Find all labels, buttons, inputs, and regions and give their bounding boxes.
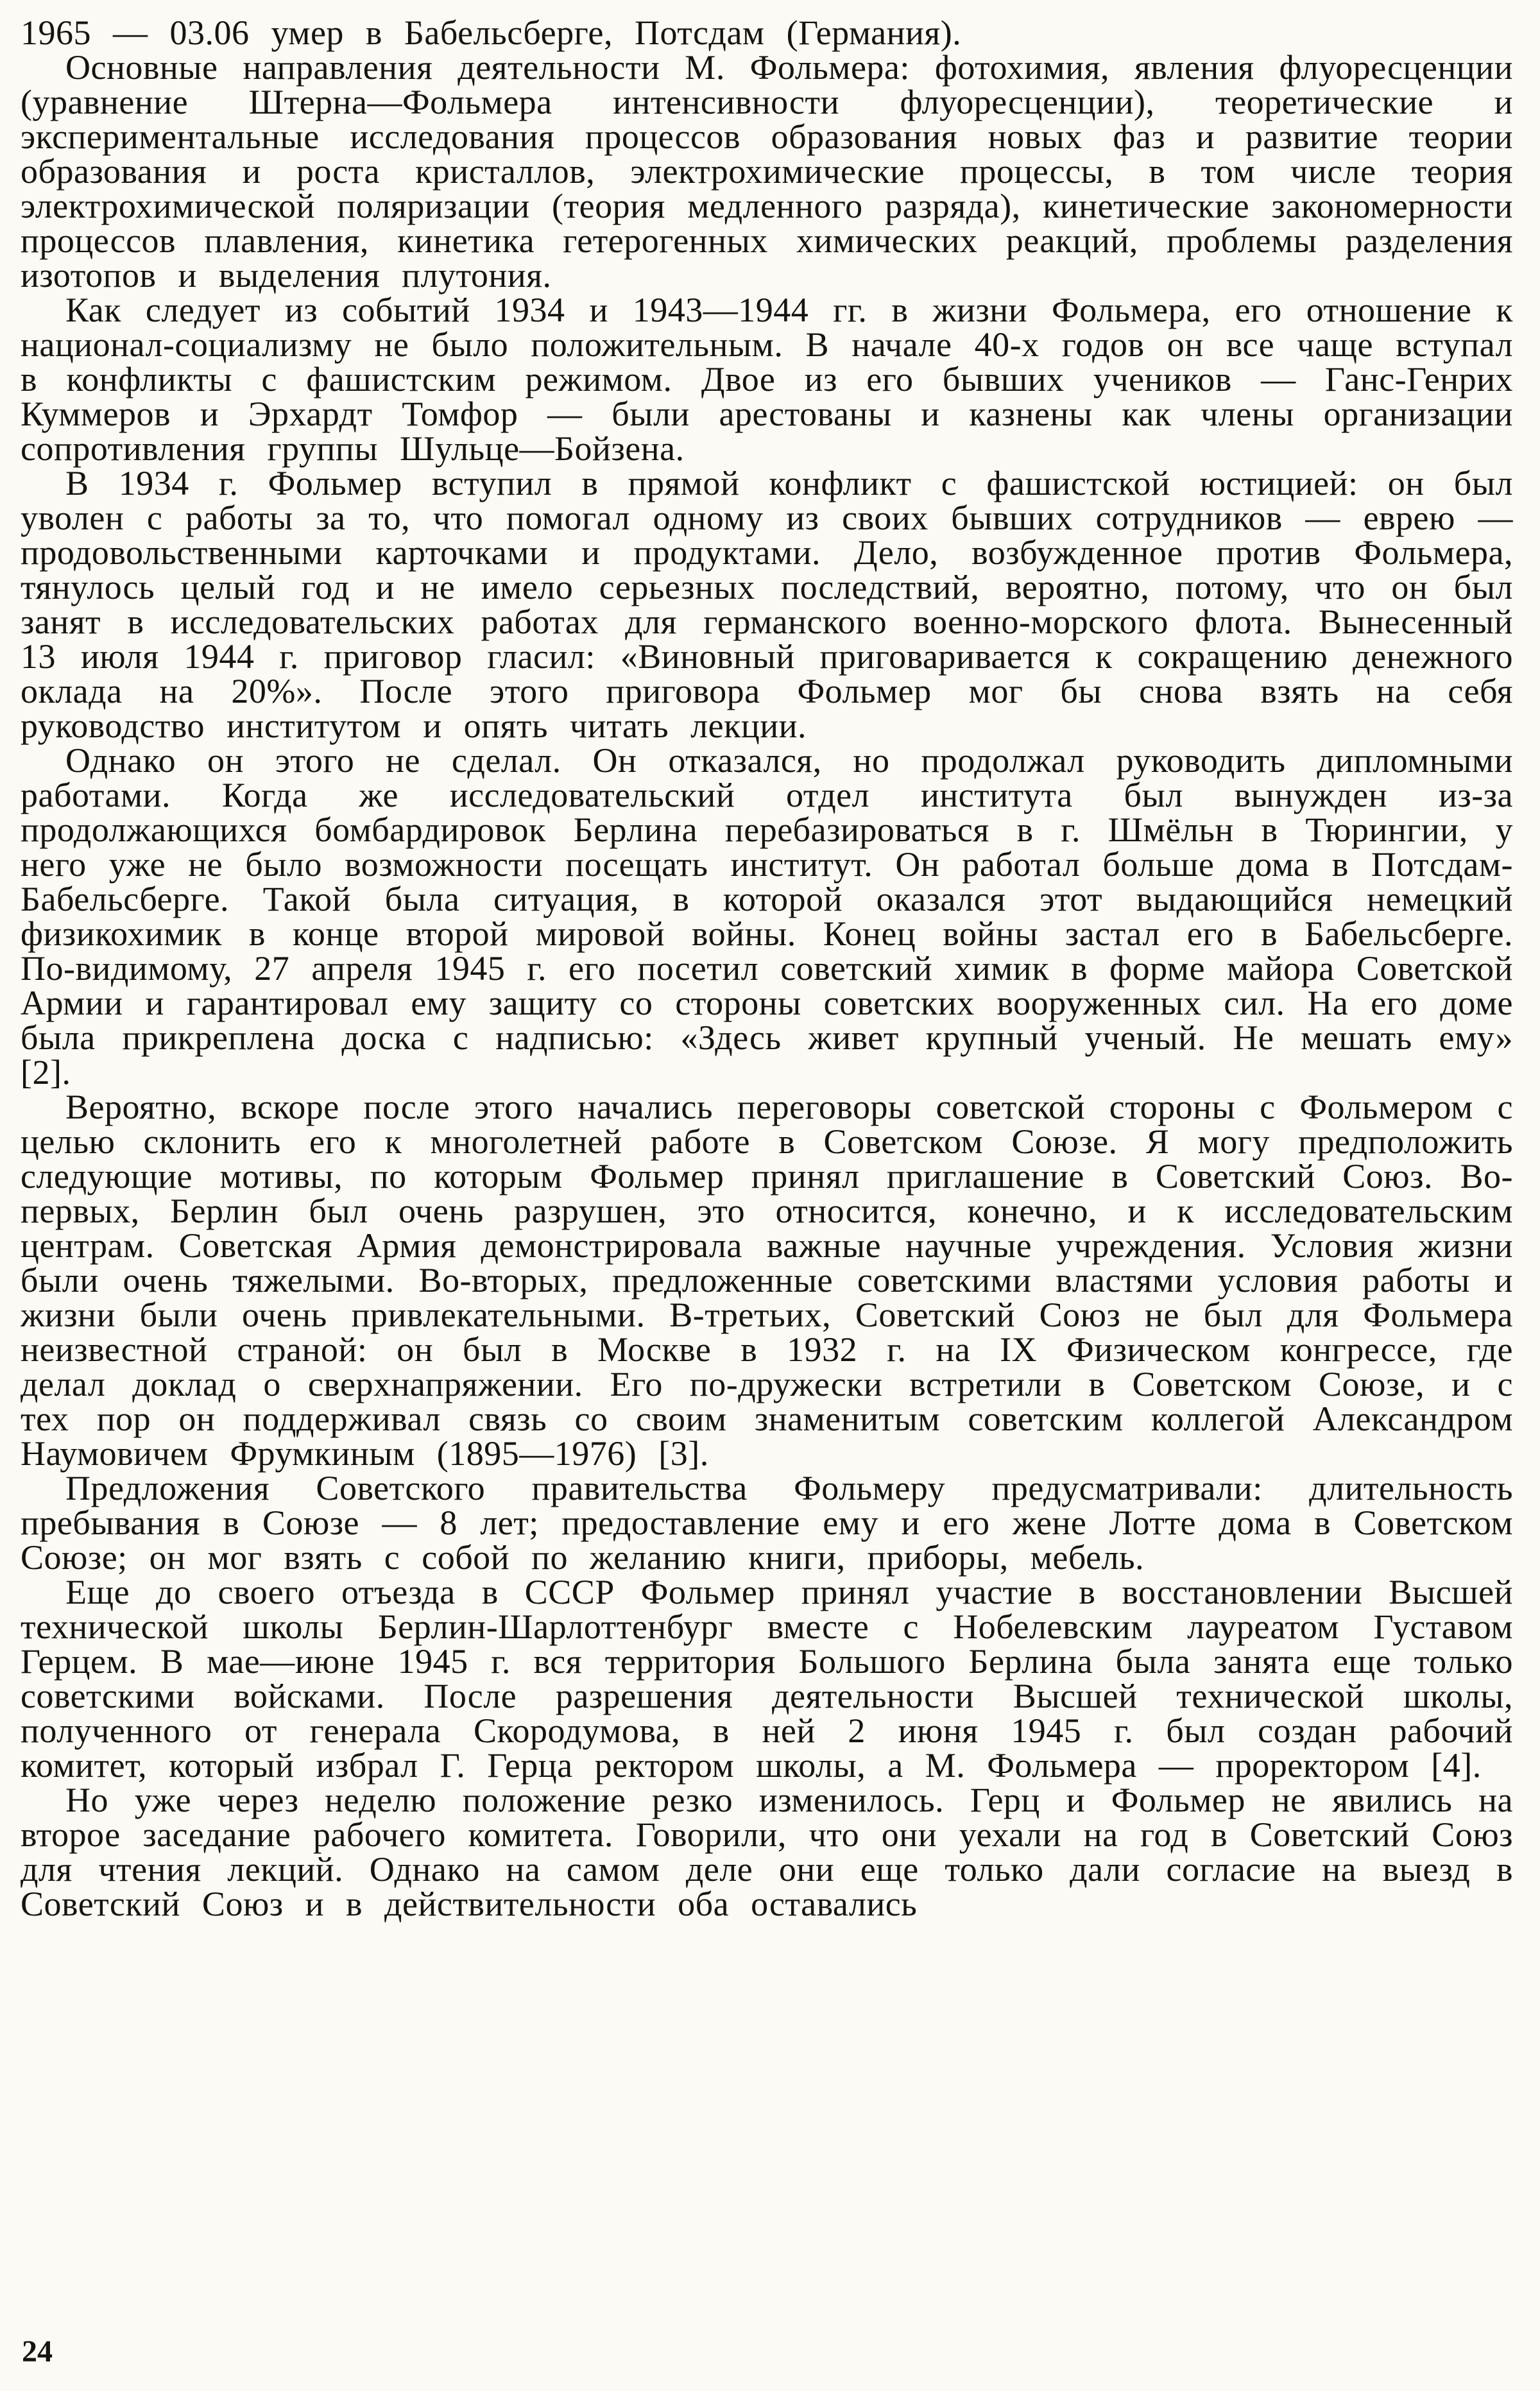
page-number: 24 (22, 2335, 53, 2369)
paragraph: Основные направления деятельности М. Фольмера: фотохимия, явления флуоресценции (уравнение Штерна—Фольмера интенсивности флуоресценции), теоретические и экспериментальные исследования процессов образования новых фаз и развитие теории образования и роста кристаллов, электрохимические процессы, в том числе теория электрохимической поляризации (теория медленного разряда), кинетические закономерности процессов плавления, кинетика гетерогенных химических реакций, проблемы разделения изотопов и выделения плутония. (21, 48, 1513, 295)
paragraph: Как следует из событий 1934 и 1943—1944 гг. в жизни Фольмера, его отношение к национал-социализму не было положительным. В начале 40-х годов он все чаще вступал в конфликты с фашистским режимом. Двое из его бывших учеников — Ганс-Генрих Куммеров и Эрхардт Томфор — были арестованы и казнены как члены организации сопротивления группы Шульце—Бойзена. (21, 291, 1513, 468)
paragraph: Еще до своего отъезда в СССР Фольмер принял участие в восстановлении Высшей технической школы Берлин-Шарлоттенбург вместе с Нобелевским лауреатом Густавом Герцем. В мае—июне 1945 г. вся территория Большого Берлина была занята еще только советскими войсками. После разрешения деятельности Высшей технической школы, полученного от генерала Скородумова, в ней 2 июня 1945 г. был создан рабочий комитет, который избрал Г. Герца ректором школы, а М. Фольмера — проректором [4]. (21, 1573, 1513, 1785)
body-text (21, 15, 1513, 1921)
paragraph: 1965 — 03.06 умер в Бабельсберге, Потсдам (Германия). (21, 13, 962, 52)
paragraph: Но уже через неделю положение резко изменилось. Герц и Фольмер не явились на второе заседание рабочего комитета. Говорили, что они уехали на год в Советский Союз для чтения лекций. Однако на самом деле они еще только дали согласие на выезд в Советский Союз и в действительности оба оставались (21, 1781, 1513, 1923)
paragraph: Однако он этого не сделал. Он отказался, но продолжал руководить дипломными работами. Когда же исследовательский отдел института был вынужден из-за продолжающихся бомбардировок Берлина перебазироваться в г. Шмёльн в Тюрингии, у него уже не было возможности посещать институт. Он работал больше дома в Потсдам-Бабельсберге. Такой была ситуация, в которой оказался этот выдающийся немецкий физикохимик в конце второй мировой войны. Конец войны застал его в Бабельсберге. По-видимому, 27 апреля 1945 г. его посетил советский химик в форме майора Советской Армии и гарантировал ему защиту со стороны советских вооруженных сил. На его доме была прикреплена доска с надписью: «Здесь живет крупный ученый. Не мешать ему» [2]. (21, 741, 1513, 1092)
paragraph: В 1934 г. Фольмер вступил в прямой конфликт с фашистской юстицией: он был уволен с работы за то, что помогал одному из своих бывших сотрудников — еврею — продовольственными карточками и продуктами. Дело, возбужденное против Фольмера, тянулось целый год и не имело серьезных последствий, вероятно, потому, что он был занят в исследовательских работах для германского военно-морского флота. Вынесенный 13 июля 1944 г. приговор гласил: «Виновный приговаривается к сокращению денежного оклада на 20%». После этого приговора Фольмер мог бы снова взять на себя руководство институтом и опять читать лекции. (21, 464, 1513, 745)
paragraph: Вероятно, вскоре после этого начались переговоры советской стороны с Фольмером с целью склонить его к многолетней работе в Советском Союзе. Я могу предположить следующие мотивы, по которым Фольмер принял приглашение в Советский Союз. Во-первых, Берлин был очень разрушен, это относится, конечно, и к исследовательским центрам. Советская Армия демонстрировала важные научные учреждения. Условия жизни были очень тяжелыми. Во-вторых, предложенные советскими властями условия работы и жизни были очень привлекательными. В-третьих, Советский Союз не был для Фольмера неизвестной страной: он был в Москве в 1932 г. на IX Физическом конгрессе, где делал доклад о сверхнапряжении. Его по-дружески встретили в Советском Союзе, и с тех пор он поддерживал связь со своим знаменитым советским коллегой Александром Наумовичем Фрумкиным (1895—1976) [3]. (21, 1088, 1513, 1473)
paragraph: Предложения Советского правительства Фольмеру предусматривали: длительность пребывания в Союзе — 8 лет; предоставление ему и его жене Лотте дома в Советском Союзе; он мог взять с собой по желанию книги, приборы, мебель. (21, 1469, 1513, 1577)
